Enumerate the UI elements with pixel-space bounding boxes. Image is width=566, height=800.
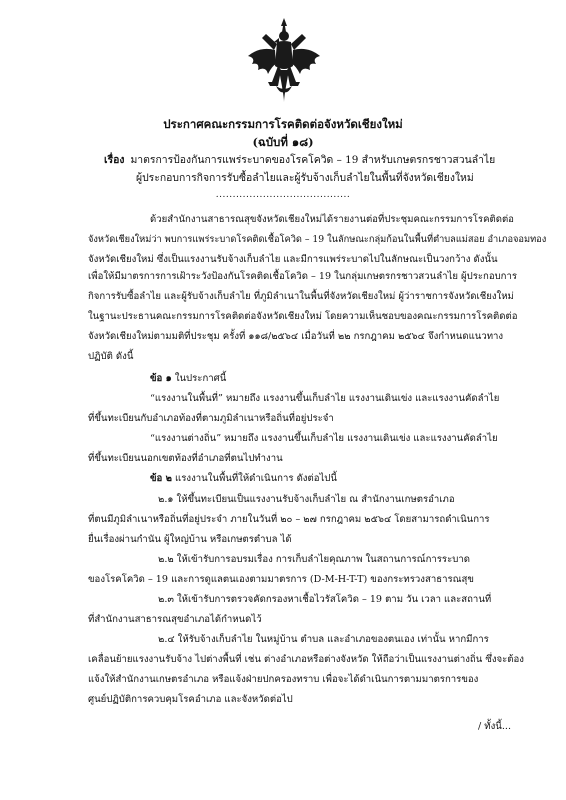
clause-1 [150,372,226,386]
subject-line-1: มาตรการป้องกันการแพร่ระบาดของโรคโควิด – 19 สำหรับเกษตรกรชาวสวนลำไย [130,154,496,166]
definition-line: ที่ขึ้นทะเบียนนอกเขตท้องที่อำเภอที่ตนไปทำงาน [88,453,283,464]
separator-line: ........................................ [215,190,351,200]
clause-label: ข้อ ๑ [150,373,172,384]
paragraph-line: ด้วยสำนักงานสาธารณสุขจังหวัดเชียงใหม่ได้รายงานต่อที่ประชุมคณะกรรมการโรคติดต่อ [150,214,514,225]
sub-clause-line: แจ้งให้สำนักงานเกษตรอำเภอ หรือแจ้งฝ่ายปกครองทราบ เพื่อจะได้ดำเนินการตามมาตรการของ [88,674,479,685]
subject-block [104,151,524,187]
sub-clause-line: ๒.๔ ให้รับจ้างเก็บลำไย ในหมู่บ้าน ตำบล และอำเภอของตนเอง เท่านั้น หากมีการ [158,634,489,645]
sub-clause-line: ของโรคโควิด – 19 และการดูแลตนเองตามมาตรการ (D-M-H-T-T) ของกระทรวงสาธารณสุข [88,574,474,585]
clause-label: ข้อ ๒ [150,473,172,484]
subject-label: เรื่อง [104,154,125,166]
paragraph-line: กิจการรับซื้อลำไย และผู้รับจ้างเก็บลำไย ที่ภูมิลำเนาในพื้นที่จังหวัดเชียงใหม่ ผู้ว่าราชการจังหวัดเชียงใหม่ [88,291,514,302]
sub-clause-line: เคลื่อนย้ายแรงงานรับจ้าง ไปต่างพื้นที่ เช่น ต่างอำเภอหรือต่างจังหวัด ให้ถือว่าเป็นแรงงานต่างถิ่น ซึ่งจะต้อง [88,654,524,665]
paragraph-line: ปฏิบัติ ดังนี้ [88,351,134,362]
paragraph-line: จังหวัดเชียงใหม่ว่า พบการแพร่ระบาดโรคติดเชื้อโควิด – 19 ในลักษณะกลุ่มก้อนในพื้นที่ตำบลแม่สอย อำเภอจอมทอง [88,234,547,245]
definition-line: “แรงงานในพื้นที่” หมายถึง แรงงานขึ้นเก็บลำไย แรงงานเดินเข่ง และแรงงานคัดลำไย [150,393,500,404]
sub-clause-line: ๒.๑ ให้ขึ้นทะเบียนเป็นแรงงานรับจ้างเก็บลำไย ณ สำนักงานเกษตรอำเภอ [158,494,455,505]
sub-clause-line: ๒.๓ ให้เข้ารับการตรวจคัดกรองหาเชื้อไวรัสโควิด – 19 ตาม วัน เวลา และสถานที่ [158,594,492,605]
clause-2 [150,472,337,486]
paragraph-line: จังหวัดเชียงใหม่ ซึ่งเป็นแรงงานรับจ้างเก็บลำไย และมีการแพร่ระบาดไปในลักษณะเป็นวงกว้าง ดังนั้น [88,254,498,265]
paragraph-line: ในฐานะประธานคณะกรรมการโรคติดต่อจังหวัดเชียงใหม่ โดยความเห็นชอบของคณะกรรมการโรคติดต่อ [88,311,518,322]
issue-number: (ฉบับที่ ๑๘) [252,135,314,149]
sub-clause-line: ยื่นเรื่องผ่านกำนัน ผู้ใหญ่บ้าน หรือเกษตรตำบล ได้ [88,534,292,545]
announcement-title: ประกาศคณะกรรมการโรคติดต่อจังหวัดเชียงใหม่ [163,117,403,131]
clause-text: แรงงานในพื้นที่ให้ดำเนินการ ดังต่อไปนี้ [175,473,337,484]
subject-line-2: ผู้ประกอบการกิจการรับซื้อลำไยและผู้รับจ้างเก็บลำไยในพื้นที่จังหวัดเชียงใหม่ [136,172,474,184]
definition-line: ที่ขึ้นทะเบียนกับอำเภอท้องที่ตามภูมิลำเนาหรือถิ่นที่อยู่ประจำ [88,413,334,424]
garuda-emblem-icon [246,16,322,104]
clause-text: ในประกาศนี้ [174,373,227,384]
sub-clause-line: ๒.๒ ให้เข้ารับการอบรมเรื่อง การเก็บลำไยคุณภาพ ในสถานการณ์การระบาด [158,554,470,565]
paragraph-line: เพื่อให้มีมาตรการการเฝ้าระวังป้องกันโรคติดเชื้อโควิด – 19 ในกลุ่มเกษตรกรชาวสวนลำไย ผู้ประกอบการ [88,271,518,282]
definition-line: “แรงงานต่างถิ่น” หมายถึง แรงงานขึ้นเก็บลำไย แรงงานเดินเข่ง และแรงงานคัดลำไย [150,433,498,444]
continuation-marker: / ทั้งนี้... [478,721,511,732]
sub-clause-line: ศูนย์ปฏิบัติการควบคุมโรคอำเภอ และจังหวัดต่อไป [88,694,293,705]
sub-clause-line: ที่ตนมีภูมิลำเนาหรือถิ่นที่อยู่ประจำ ภายในวันที่ ๒๐ – ๒๗ กรกฎาคม ๒๕๖๔ โดยสามารถดำเนินการ [88,514,490,525]
paragraph-line: จังหวัดเชียงใหม่ตามมติที่ประชุม ครั้งที่ ๑๑๘/๒๕๖๔ เมื่อวันที่ ๒๒ กรกฎาคม ๒๕๖๔ จึงกำหนดแนวทาง [88,331,504,342]
sub-clause-line: ที่สำนักงานสาธารณสุขอำเภอได้กำหนดไว้ [88,614,262,625]
